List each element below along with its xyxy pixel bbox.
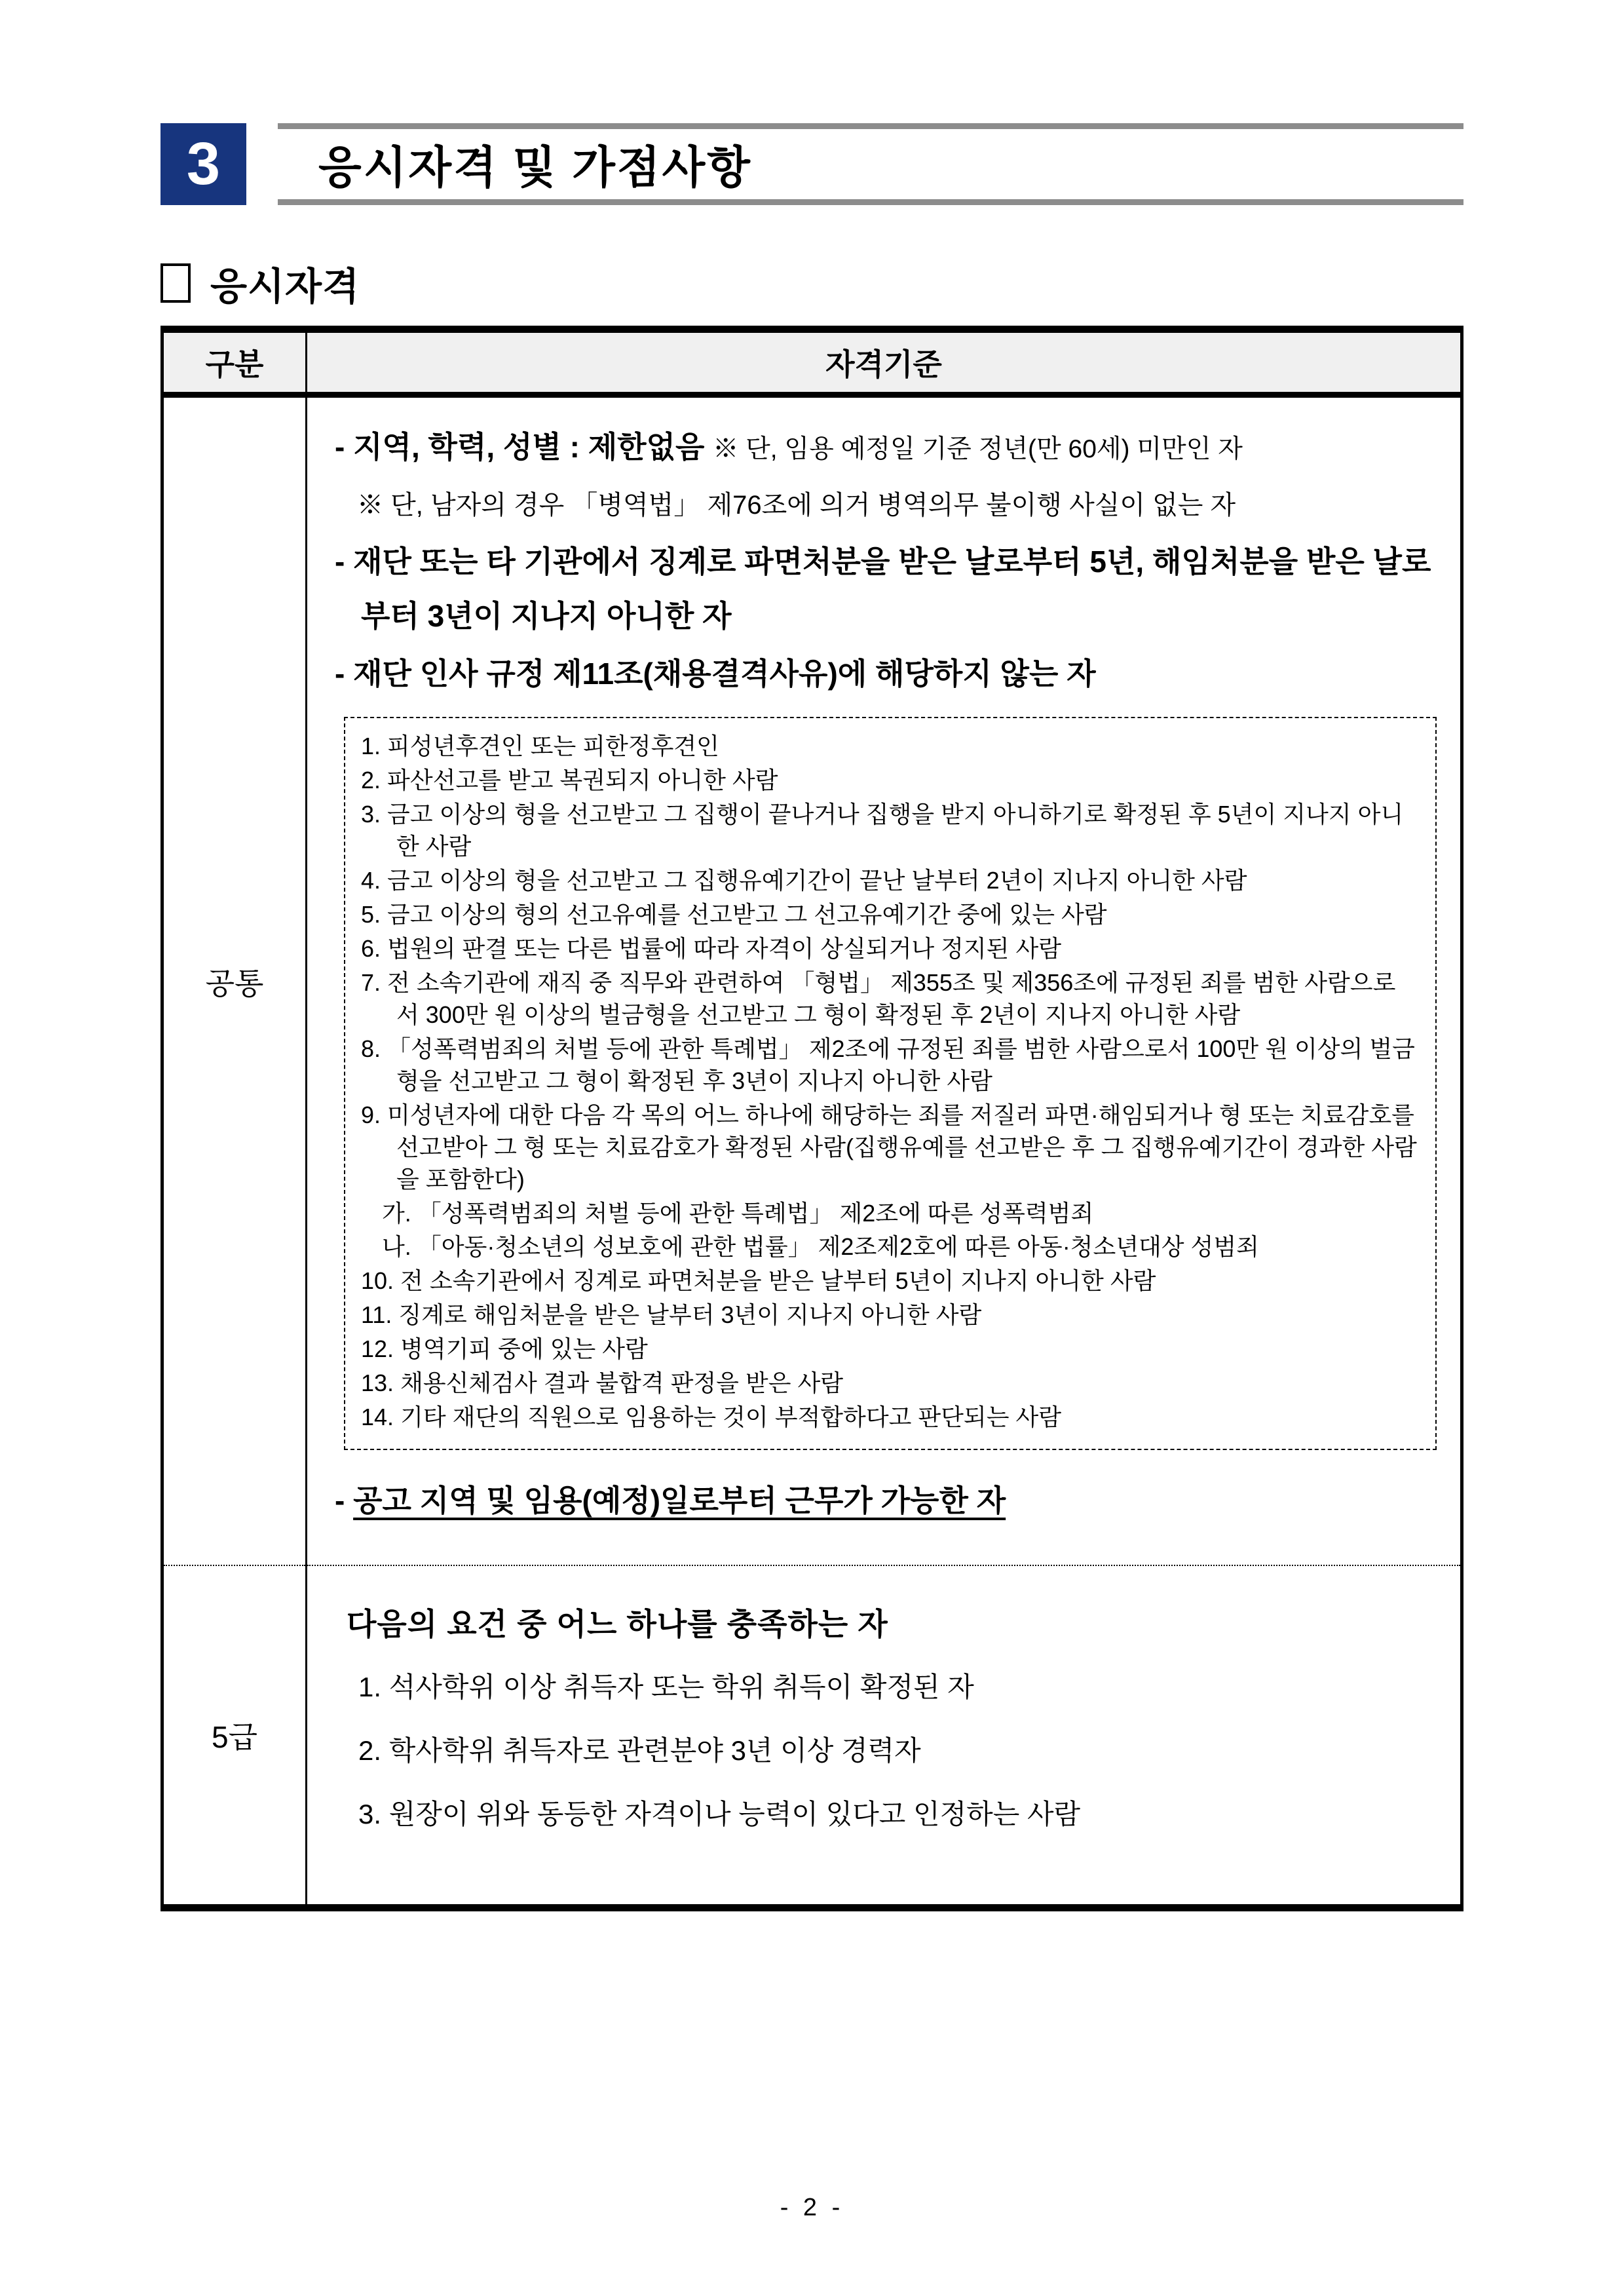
box-item: 13. 채용신체검사 결과 불합격 판정을 받은 사람 <box>361 1369 844 1397</box>
section-title-bar <box>278 123 1463 205</box>
box-item: 10. 전 소속기관에서 징계로 파면처분을 받은 날부터 5년이 지나지 아니한 사람 <box>361 1267 1156 1295</box>
box-item: 4. 금고 이상의 형을 선고받고 그 집행유예기간이 끝난 날부터 2년이 지나지 아니한 사람 <box>361 867 1247 894</box>
row-label-common: 공통 <box>162 395 307 1566</box>
table-header-row <box>162 330 1462 395</box>
box-item: 11. 징계로 해임처분을 받은 날부터 3년이 지나지 아니한 사람 <box>361 1301 982 1329</box>
box-item: 9. 미성년자에 대한 다음 각 목의 어느 하나에 해당하는 죄를 저질러 파면·해임되거나 형 또는 치료감호를 선고받아 그 형 또는 치료감호가 확정된 사람(집행유예를 선고받은 후 그 집행유예기간이 경과한 사람을 포함한다) <box>361 1101 1417 1193</box>
dash: - <box>335 1483 354 1518</box>
grade5-criteria-cell <box>307 1565 1462 1907</box>
criteria-line-basic: - 지역, 학력, 성별 : 제한없음 ※ 단, 임용 예정일 기준 정년(만 60세) 미만인 자 <box>335 430 1243 464</box>
box-item: 14. 기타 재단의 직원으로 임용하는 것이 부적합하다고 판단되는 사람 <box>361 1404 1062 1431</box>
subsection-title: 응시자격 <box>210 265 360 308</box>
note-age-limit: ※ 단, 임용 예정일 기준 정년(만 60세) 미만인 자 <box>713 435 1243 463</box>
criteria-line-workable: - 공고 지역 및 임용(예정)일로부터 근무가 가능한 자 <box>335 1483 1006 1518</box>
square-bullet-icon <box>161 263 191 303</box>
grade5-item: 2. 학사학위 취득자로 관련분야 3년 이상 경력자 <box>358 1734 921 1766</box>
box-item: 6. 법원의 판결 또는 다른 법률에 따라 자격이 상실되거나 정지된 사람 <box>361 934 1062 962</box>
section-number-badge: 3 <box>161 123 246 205</box>
box-item: 7. 전 소속기관에 재직 중 직무와 관련하여 「형법」 제355조 및 제356조에 규정된 죄를 범한 사람으로서 300만 원 이상의 벌금형을 선고받고 그 형이 확정된 후 2년이 지나지 아니한 사람 <box>361 968 1396 1028</box>
box-item: 1. 피성년후견인 또는 피한정후견인 <box>361 733 719 760</box>
criteria-line-dismissal: - 재단 또는 타 기관에서 징계로 파면처분을 받은 날로부터 5년, 해임처분을 받은 날로부터 3년이 지나지 아니한 자 <box>335 544 1431 633</box>
column-header-category: 구분 <box>162 330 307 395</box>
box-item: 8. 「성폭력범죄의 처벌 등에 관한 특례법」 제2조에 규정된 죄를 범한 사람으로서 100만 원 이상의 벌금형을 선고받고 그 형이 확정된 후 3년이 지나지 아니한 사람 <box>361 1035 1415 1094</box>
disqualification-box <box>344 717 1437 1450</box>
box-sub-item: 가. 「성폭력범죄의 처벌 등에 관한 특례법」 제2조에 따른 성폭력범죄 <box>382 1199 1094 1227</box>
box-item: 12. 병역기피 중에 있는 사람 <box>361 1335 648 1363</box>
section-title: 응시자격 및 가점사항 <box>318 143 752 193</box>
table-row-grade5 <box>162 1565 1462 1907</box>
page-number: - 2 - <box>780 2194 844 2221</box>
box-sub-item: 나. 「아동·청소년의 성보호에 관한 법률」 제2조제2호에 따른 아동·청소년대상 성범죄 <box>382 1233 1259 1261</box>
grade5-heading: 다음의 요건 중 어느 하나를 충족하는 자 <box>347 1607 888 1641</box>
note-military-duty: ※ 단, 남자의 경우 「병역법」 제76조에 의거 병역의무 불이행 사실이 없는 자 <box>357 490 1236 520</box>
column-header-criteria: 자격기준 <box>307 330 1462 395</box>
subsection-heading <box>161 256 360 311</box>
box-item: 5. 금고 이상의 형의 선고유예를 선고받고 그 선고유예기간 중에 있는 사람 <box>361 900 1107 928</box>
box-item: 2. 파산선고를 받고 복권되지 아니한 사람 <box>361 767 778 794</box>
table-row-common <box>162 395 1462 1566</box>
grade5-item: 3. 원장이 위와 동등한 자격이나 능력이 있다고 인정하는 사람 <box>358 1798 1081 1829</box>
grade5-item: 1. 석사학위 이상 취득자 또는 학위 취득이 확정된 자 <box>358 1672 974 1702</box>
box-item: 3. 금고 이상의 형을 선고받고 그 집행이 끝나거나 집행을 받지 아니하기로 확정된 후 5년이 지나지 아니한 사람 <box>361 801 1404 860</box>
criteria-line-hr-rule: - 재단 인사 규정 제11조(채용결격사유)에 해당하지 않는 자 <box>335 657 1096 691</box>
section-header <box>161 123 1463 205</box>
qualification-table <box>161 326 1463 1911</box>
row-label-grade5: 5급 <box>162 1565 307 1907</box>
common-criteria-cell <box>307 395 1462 1566</box>
